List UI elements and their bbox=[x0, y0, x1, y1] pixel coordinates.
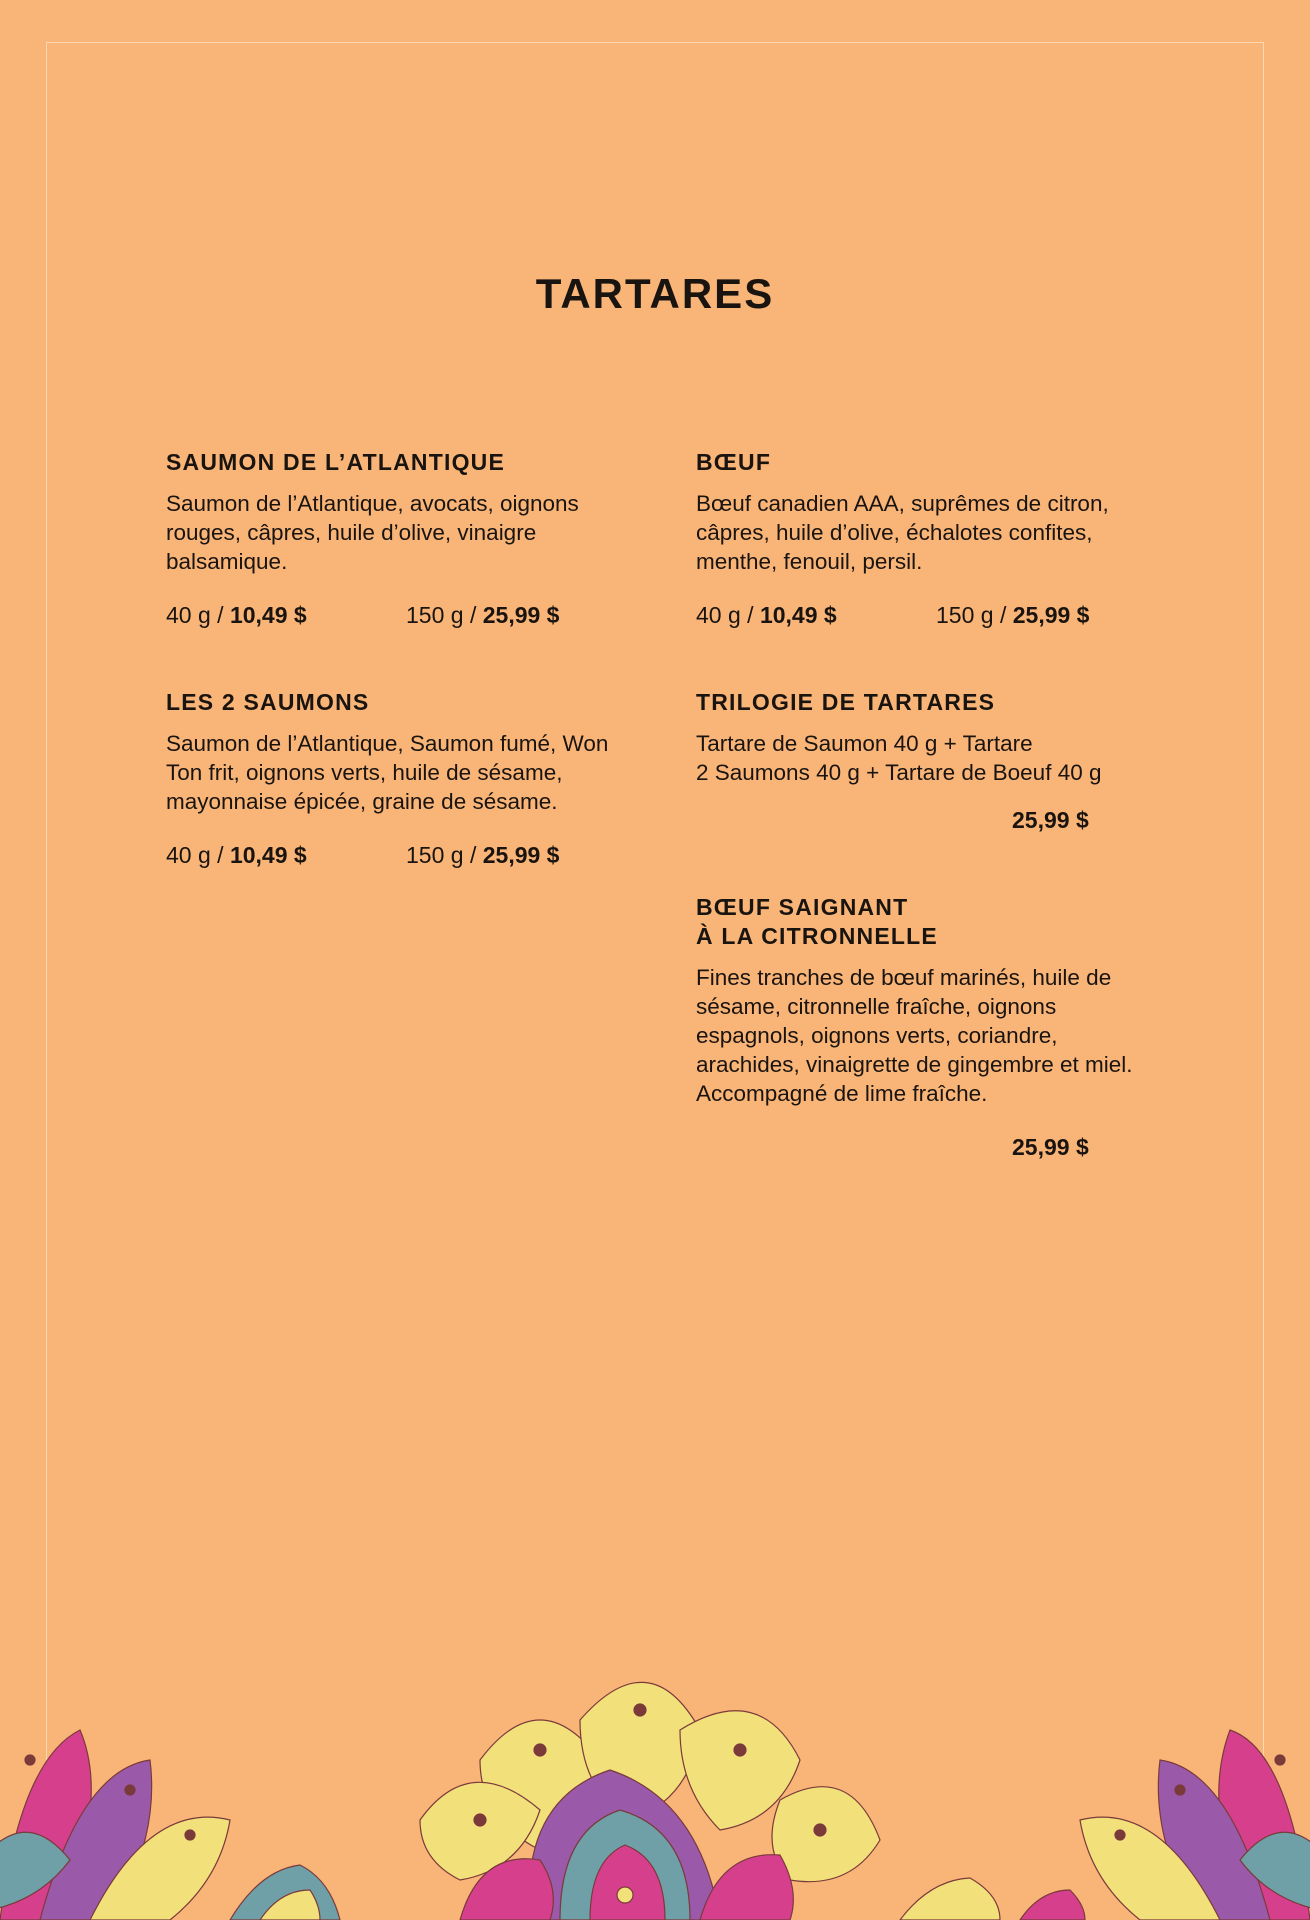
price-value: 25,99 $ bbox=[1012, 1134, 1089, 1160]
price-value: 25,99 $ bbox=[1012, 807, 1089, 833]
price-weight: 40 g / bbox=[166, 842, 230, 868]
price-large bbox=[406, 602, 559, 629]
menu-item-boeuf-saignant bbox=[696, 893, 1166, 1166]
item-name: SAUMON DE L’ATLANTIQUE bbox=[166, 449, 506, 475]
mandala-flowers-icon bbox=[0, 1650, 1310, 1920]
item-description-line-1: Tartare de Saumon 40 g + Tartare bbox=[696, 731, 1033, 756]
left-mandala-icon bbox=[0, 1730, 340, 1920]
menu-item-saumon-atlantique bbox=[166, 448, 636, 634]
price-value: 25,99 $ bbox=[482, 842, 560, 868]
price-value: 10,49 $ bbox=[759, 602, 837, 628]
item-description: Bœuf canadien AAA, suprêmes de citron, câpres, huile d’olive, échalotes confites, menthe, fenouil, persil. bbox=[696, 491, 1109, 574]
menu-item-les-2-saumons bbox=[166, 688, 636, 874]
item-description: Saumon de l’Atlantique, Saumon fumé, Won Ton frit, oignons verts, huile de sésame, mayonnaise épicée, graine de sésame. bbox=[166, 731, 609, 814]
item-description-line-2: 2 Saumons 40 g + Tartare de Boeuf 40 g bbox=[696, 760, 1102, 785]
price-large bbox=[936, 602, 1089, 629]
center-mandala-icon bbox=[420, 1682, 880, 1920]
menu-column-right bbox=[696, 448, 1166, 1220]
price-value: 10,49 $ bbox=[229, 842, 307, 868]
price-small bbox=[166, 842, 307, 869]
menu-item-trilogie bbox=[696, 688, 1166, 839]
price-small bbox=[696, 602, 837, 629]
item-prices bbox=[696, 807, 1166, 839]
item-name: TRILOGIE DE TARTARES bbox=[696, 689, 996, 715]
item-name: BŒUF SAIGNANT À LA CITRONNELLE bbox=[696, 894, 938, 949]
item-prices bbox=[166, 602, 636, 634]
price-weight: 40 g / bbox=[166, 602, 230, 628]
menu-column-left bbox=[166, 448, 636, 928]
price-weight: 40 g / bbox=[696, 602, 760, 628]
item-prices bbox=[696, 1134, 1166, 1166]
price-value: 25,99 $ bbox=[482, 602, 560, 628]
item-name: BŒUF bbox=[696, 449, 772, 475]
price-value: 10,49 $ bbox=[229, 602, 307, 628]
item-prices bbox=[166, 842, 636, 874]
item-description: Fines tranches de bœuf marinés, huile de sésame, citronnelle fraîche, oignons espagnols, oignons verts, coriandre, arachides, vinaigrette de gingembre et miel. Accompagné de lime fraîche. bbox=[696, 965, 1133, 1106]
price-large bbox=[406, 842, 559, 869]
page-title: TARTARES bbox=[535, 270, 775, 317]
right-mandala-icon bbox=[900, 1730, 1310, 1920]
price-value: 25,99 $ bbox=[1012, 602, 1090, 628]
menu-item-boeuf bbox=[696, 448, 1166, 634]
item-prices bbox=[696, 602, 1166, 634]
price-weight: 150 g / bbox=[406, 842, 483, 868]
price-small bbox=[166, 602, 307, 629]
item-name: LES 2 SAUMONS bbox=[166, 689, 370, 715]
item-description: Saumon de l’Atlantique, avocats, oignons rouges, câpres, huile d’olive, vinaigre balsamique. bbox=[166, 491, 579, 574]
price-weight: 150 g / bbox=[406, 602, 483, 628]
price-weight: 150 g / bbox=[936, 602, 1013, 628]
